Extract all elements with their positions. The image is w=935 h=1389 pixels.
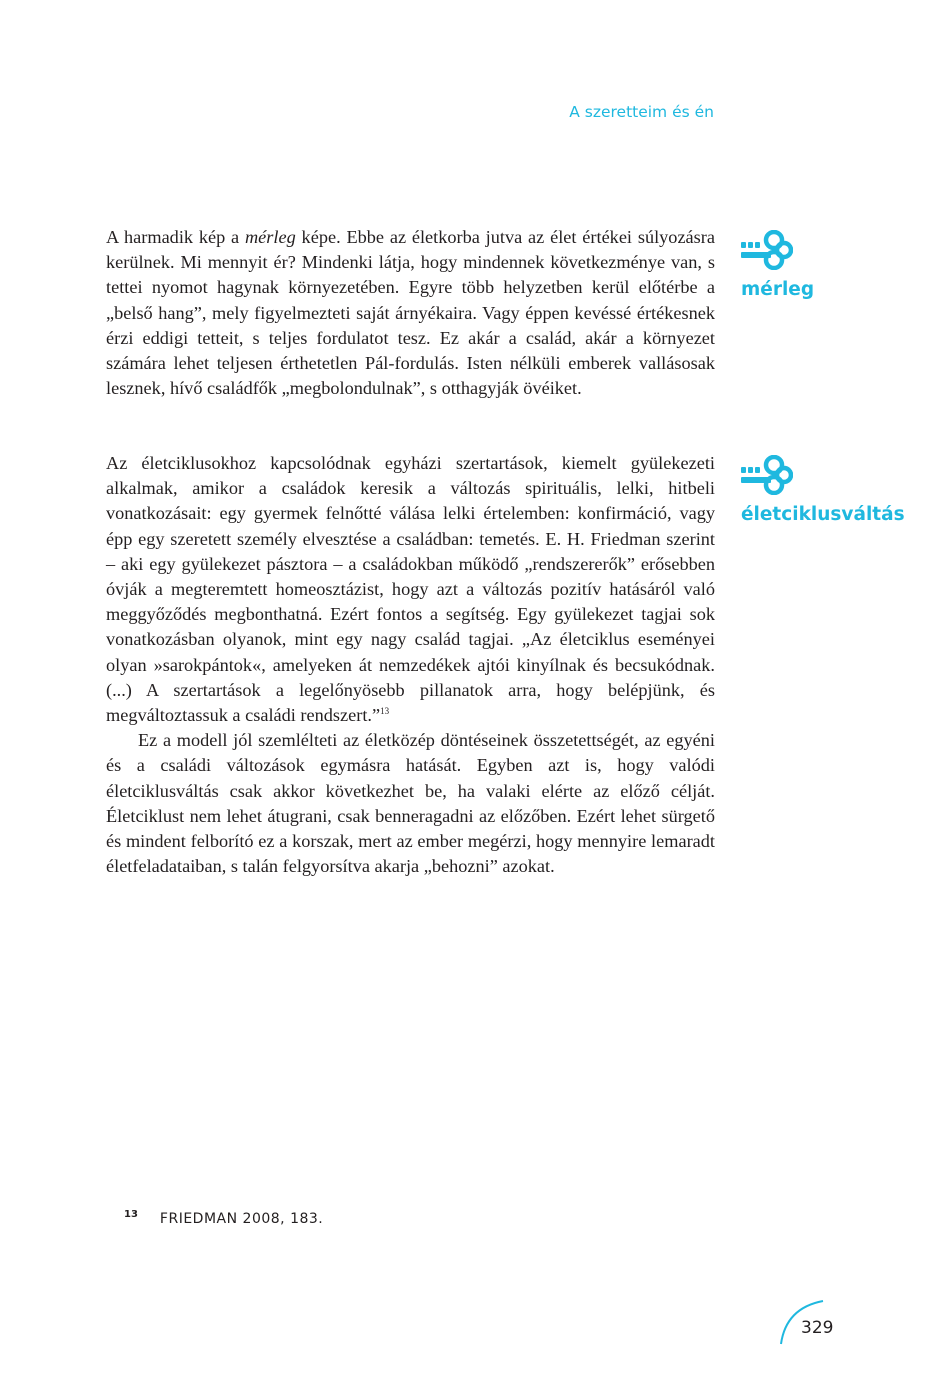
footnote-reference[interactable]: 13	[380, 705, 390, 716]
footnote-text: FRIEDMAN 2008, 183.	[159, 1211, 324, 1227]
paragraph-1-emphasis: mérleg	[244, 227, 296, 247]
key-icon	[741, 230, 793, 270]
running-title: A szeretteim és én	[569, 103, 714, 121]
body-paragraph-3: Ez a modell jól szemlélteti az életközép döntéseinek összetettségét, az egyéni és a családi változások egymásra hatását. Egyben azt is, hogy valódi életciklusváltás csak akkor következhet be, ha valaki elérte az előző célját. Életciklust nem lehet átugrani, csak benneragadni az előzőben. Ezért lehet sürgető és mindent felborító ez a korszak, mert az ember megérzi, hogy mennyire lemaradt életfeladataiban, s talán felgyorsítva akarja „behozni” azokat.	[106, 730, 715, 877]
body-paragraph-1	[106, 225, 715, 401]
paragraph-1-start: A harmadik kép a	[106, 227, 245, 247]
paragraph-1-rest: képe. Ebbe az életkorba jutva az élet értékei súlyozásra kerülnek. Mi mennyit ér? Mindenki látja, hogy mindennek következménye van, s tettei nyomot hagynak környezetében. Egyre több helyzetben kerül előtérbe a „belső hang”, mely figyelmezteti saját árnyékaira. Vagy éppen kevéssé értékesnek érzi eddigi tetteit, s teljes fordulatot tesz. Ez akár a család, akár a környezet számára lehet teljesen érthetetlen Pál-fordulás. Isten nélküli emberek vallásosak lesznek, hívő családfők „megbolondulnak”, s otthagyják övéiket.	[106, 227, 715, 399]
margin-note-eletciklusvaltas	[741, 455, 926, 525]
body-section-2	[106, 451, 715, 879]
margin-label-1: mérleg	[741, 279, 815, 300]
page-number: 329	[801, 1318, 834, 1338]
margin-note-merleg	[741, 230, 926, 300]
margin-label-2: életciklusváltás	[741, 504, 905, 525]
key-icon	[741, 455, 793, 495]
paragraph-2-text: Az életciklusokhoz kapcsolódnak egyházi szertartások, kiemelt gyülekezeti alkalmak, amikor a családok keresik a változás spirituális, lelki, hitbeli vonatkozásait: egy gyermek felnőtté válása lelki értelemben: konfirmáció, vagy épp egy szeretett személy elvesztése a családban: temetés. E. H. Friedman szerint – aki egy gyülekezet pásztora – a családokban működő „rendszererők” erősebben óvják a megteremtett homeosztázist, hogy azt a változás pozitív hatásáról való meggyőződés megbonthatná. Ezért fontos a segítség. Egy gyülekezet tagjai sok vonatkozásban olyanok, mint egy nagy család tagjai. „Az életciklus eseményei olyan »sarokpántok«, amelyeken át nemzedékek ajtói kinyílnak és becsukódnak. (...) A szertartások a legelőnyösebb pillanatok arra, hogy belépjünk, és megváltoztassuk a családi rendszert.”	[106, 453, 715, 726]
page-number-area	[776, 1300, 856, 1350]
body-paragraph-2	[106, 451, 715, 728]
footnote	[124, 1209, 323, 1227]
footnote-number: 13	[124, 1209, 138, 1220]
